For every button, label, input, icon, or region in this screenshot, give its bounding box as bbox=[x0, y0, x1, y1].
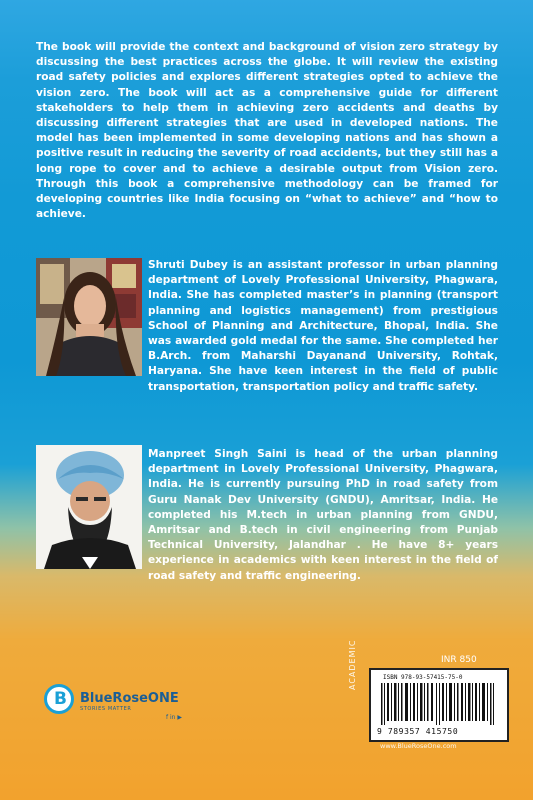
publisher-logo-icon: B bbox=[44, 684, 74, 714]
publisher-name: BlueRoseONE bbox=[80, 691, 179, 706]
author-section-manpreet-singh-saini bbox=[36, 447, 498, 607]
author-photo-woman bbox=[36, 258, 142, 376]
book-blurb: The book will provide the context and background of vision zero strategy by discussing the best practices across the globe. It will review the existing road safety policies and explores different strategies opted to achieve the vision zero. The book will act as a comprehensive guide for different stakeholders to help them in achieving zero accidents and deaths by discussing different strategies that are used in developed nations. The model has been implemented in some developing nations and has shown a positive result in reducing the severity of road accidents, but they still has a long rope to cover and to achieve a desirable output from Vision zero. Through this book a comprehensive methodology can be framed for developing countries like India focusing on “what to achieve” and “how to achieve. bbox=[36, 41, 498, 221]
barcode-icon bbox=[379, 683, 499, 725]
category-label: ACADEMIC bbox=[348, 639, 357, 690]
publisher-logo bbox=[44, 684, 214, 728]
author-bio: Shruti Dubey is an assistant professor in urban planning department of Lovely Professional University, Phagwara, India. She has completed master’s in planning (transport planning and logistics management) from prestigious School of Planning and Architecture, Bhopal, India. She was awarded gold medal for the same. She completed her B.Arch. from Maharshi Dayanand University, Rohtak, Haryana. She have keen interest in the field of public transportation, transportation policy and traffic safety. bbox=[148, 259, 498, 393]
author-photo-man-turban bbox=[36, 445, 142, 569]
price-label: INR 850 bbox=[441, 655, 477, 665]
author-section-shruti-dubey bbox=[36, 258, 498, 398]
isbn-barcode bbox=[369, 668, 509, 742]
social-icons: f in ▶ bbox=[166, 714, 183, 721]
isbn-number: 9 789357 415750 bbox=[377, 727, 459, 736]
isbn-label: ISBN 978-93-57415-75-0 bbox=[383, 674, 463, 681]
author-bio: Manpreet Singh Saini is head of the urban planning department in Lovely Professional University, Phagwara, India. He is currently pursuing PhD in road safety from Guru Nanak Dev University (GNDU), Amritsar, India. He completed his M.tech in urban planning from GNDU, Amritsar and B.tech in civil engineering from Punjab Technical University, Jalandhar . He have 8+ years experience in academics with keen interest in the field of road safety and traffic engineering. bbox=[148, 448, 498, 582]
publisher-website: www.BlueRoseOne.com bbox=[380, 742, 457, 750]
publisher-tagline: STORIES MATTER bbox=[80, 706, 132, 712]
